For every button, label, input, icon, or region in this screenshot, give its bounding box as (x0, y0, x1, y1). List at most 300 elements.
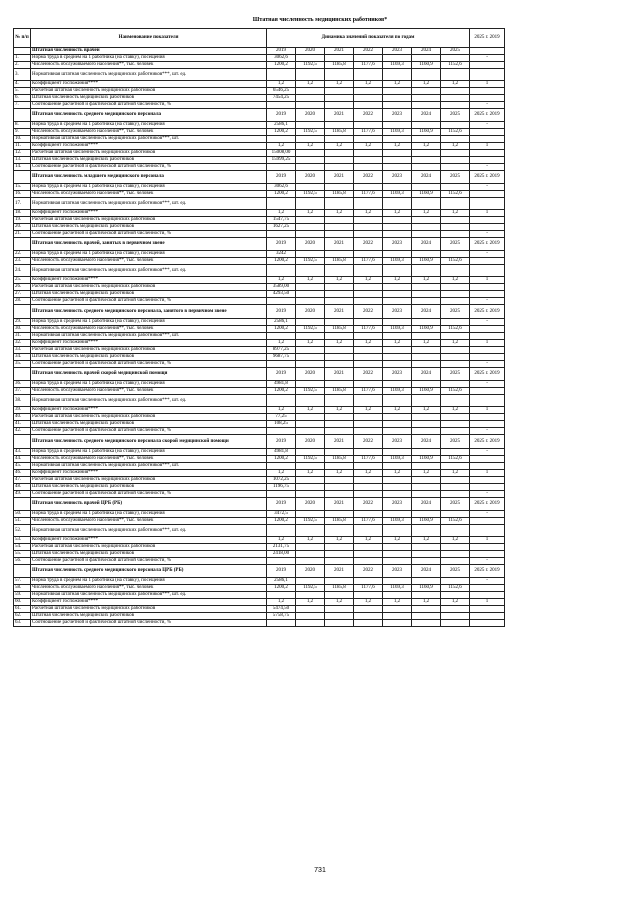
row-value (325, 620, 354, 627)
row-value (296, 361, 325, 368)
row-value (383, 224, 412, 231)
row-value (325, 333, 354, 340)
row-last (470, 217, 505, 224)
row-value: 1152,6 (441, 456, 470, 463)
row-value (296, 578, 325, 585)
row-last (470, 95, 505, 102)
table-row (14, 484, 505, 491)
row-value: 1,2 (354, 407, 383, 414)
row-last (470, 291, 505, 298)
row-value (441, 421, 470, 428)
row-value (412, 224, 441, 231)
row-name: Нормативная штатная численность медицинских работников***, шт. ед. (31, 198, 267, 210)
row-value (296, 525, 325, 537)
row-name: Численность обслуживаемого населения**, тыс. человек (31, 456, 267, 463)
row-value (296, 217, 325, 224)
row-last: - (470, 381, 505, 388)
row-value (383, 284, 412, 291)
row-value (354, 150, 383, 157)
row-value (296, 157, 325, 164)
row-value: 1,2 (412, 470, 441, 477)
row-value (354, 449, 383, 456)
row-value (354, 136, 383, 143)
row-value (296, 319, 325, 326)
row-name: Норма труда в среднем на 1 работника (на ставку), посещения (31, 578, 267, 585)
row-last: - (470, 491, 505, 498)
row-value (441, 184, 470, 191)
row-value (412, 428, 441, 435)
section-year: 2023 (383, 498, 412, 511)
row-num: 49. (14, 491, 31, 498)
row-num: 16. (14, 191, 31, 198)
row-value (354, 428, 383, 435)
section-year: 2023 (383, 171, 412, 184)
row-value: 1185,8 (325, 191, 354, 198)
row-value: 7454,25 (267, 95, 296, 102)
table-row (14, 184, 505, 191)
row-last (470, 265, 505, 277)
row-last (470, 347, 505, 354)
table-row (14, 511, 505, 518)
section-year: 2019 (267, 435, 296, 449)
row-last: 1 (470, 470, 505, 477)
row-value (383, 463, 412, 470)
row-value (412, 55, 441, 62)
row-last: 1 (470, 277, 505, 284)
row-num: 63. (14, 620, 31, 627)
row-value (383, 558, 412, 565)
row-value: 1,2 (325, 210, 354, 217)
row-value (412, 88, 441, 95)
row-value (267, 198, 296, 210)
table-row (14, 191, 505, 198)
row-num: 23. (14, 258, 31, 265)
table-row (14, 388, 505, 395)
row-value (325, 477, 354, 484)
row-value: 1160,9 (412, 456, 441, 463)
row-value (441, 55, 470, 62)
row-value (383, 150, 412, 157)
row-value (325, 102, 354, 109)
row-value (267, 69, 296, 81)
row-value (383, 395, 412, 407)
row-value (325, 551, 354, 558)
section-header-row (14, 238, 505, 251)
table-row (14, 136, 505, 143)
row-name: Штатная численность медицинских работников (31, 95, 267, 102)
row-value (383, 381, 412, 388)
row-num: 1. (14, 55, 31, 62)
row-value: 1,2 (267, 277, 296, 284)
row-last (470, 150, 505, 157)
row-value (383, 55, 412, 62)
row-name: Штатная численность медицинских работников (31, 551, 267, 558)
row-value (383, 613, 412, 620)
section-year: 2024 (412, 171, 441, 184)
section-num-cell (14, 305, 31, 319)
row-value (383, 88, 412, 95)
row-num: 6. (14, 95, 31, 102)
row-value: 1169,3 (383, 518, 412, 525)
row-value (412, 449, 441, 456)
section-year: 2020 (296, 305, 325, 319)
row-name: Коэффициент госпожиния**** (31, 81, 267, 88)
section-header-row (14, 435, 505, 449)
row-value (412, 95, 441, 102)
table-row (14, 491, 505, 498)
row-last (470, 395, 505, 407)
row-num: 10. (14, 136, 31, 143)
row-value (325, 606, 354, 613)
section-last: 2025 г. 2019 (470, 498, 505, 511)
row-value: 1169,3 (383, 191, 412, 198)
row-value (296, 381, 325, 388)
row-last (470, 326, 505, 333)
row-num: 52. (14, 525, 31, 537)
row-value: 1,2 (383, 340, 412, 347)
row-value: 1185,8 (325, 518, 354, 525)
table-row (14, 198, 505, 210)
row-value (325, 381, 354, 388)
row-name: Нормативная штатная численность медицинских работников***, шт. ед. (31, 592, 267, 599)
table-row (14, 592, 505, 599)
row-num: 53. (14, 537, 31, 544)
row-num: 9. (14, 129, 31, 136)
row-value: 1,2 (383, 599, 412, 606)
row-name: Соотношение расчетной и фактической штатной численности, % (31, 298, 267, 305)
table-row (14, 69, 505, 81)
section-year: 2022 (354, 435, 383, 449)
row-value (267, 361, 296, 368)
section-last: 2025 г. 2019 (470, 565, 505, 578)
table-row (14, 55, 505, 62)
row-value (267, 463, 296, 470)
section-year: 2025 (441, 435, 470, 449)
row-num: 14. (14, 164, 31, 171)
row-value (325, 157, 354, 164)
row-value (296, 347, 325, 354)
section-last: 2025 г. 2019 (470, 171, 505, 184)
row-value (441, 319, 470, 326)
row-value: 4981,8 (267, 381, 296, 388)
row-value (383, 231, 412, 238)
row-last: - (470, 298, 505, 305)
row-value (354, 102, 383, 109)
row-name: Расчетная штатная численность медицинских работников (31, 606, 267, 613)
row-value: 1200,2 (267, 456, 296, 463)
row-value (354, 95, 383, 102)
row-value: 15008,00 (267, 150, 296, 157)
row-value: 1152,6 (441, 129, 470, 136)
table-row (14, 518, 505, 525)
row-value (325, 613, 354, 620)
section-num-cell (14, 498, 31, 511)
row-value: 1,2 (441, 599, 470, 606)
row-value (412, 231, 441, 238)
section-year: 2019 (267, 238, 296, 251)
row-value (267, 231, 296, 238)
section-year: 2024 (412, 305, 441, 319)
row-value (383, 198, 412, 210)
row-name: Расчетная штатная численность медицинских работников (31, 284, 267, 291)
row-last (470, 463, 505, 470)
row-value: 1152,6 (441, 258, 470, 265)
row-value (383, 184, 412, 191)
row-num: 44. (14, 456, 31, 463)
row-value (325, 55, 354, 62)
section-title: Штатная численность врачей, занятых в первичном звене (31, 238, 267, 251)
row-value (296, 558, 325, 565)
row-name: Штатная численность медицинских работников (31, 421, 267, 428)
section-header-row (14, 171, 505, 184)
row-value (412, 491, 441, 498)
row-value (325, 347, 354, 354)
row-value (354, 484, 383, 491)
row-value (412, 69, 441, 81)
row-value (267, 136, 296, 143)
row-value: 2586,1 (267, 319, 296, 326)
row-value: 1200,2 (267, 585, 296, 592)
row-value (267, 558, 296, 565)
row-value (441, 484, 470, 491)
row-value: 1,2 (441, 277, 470, 284)
row-value: 1,2 (441, 210, 470, 217)
row-num: 19. (14, 217, 31, 224)
row-value (441, 428, 470, 435)
row-name: Расчетная штатная численность медицинских работников (31, 88, 267, 95)
row-value (354, 491, 383, 498)
row-value (354, 55, 383, 62)
row-value (267, 428, 296, 435)
row-value (354, 620, 383, 627)
row-value: 1,2 (354, 470, 383, 477)
row-num: 27. (14, 291, 31, 298)
row-num: 56. (14, 558, 31, 565)
header-last: 2025 г. 2019 (470, 29, 505, 48)
row-value (441, 333, 470, 340)
row-value: 1547,75 (267, 217, 296, 224)
row-value: 1,2 (325, 340, 354, 347)
table-row (14, 613, 505, 620)
row-value: 1177,6 (354, 518, 383, 525)
table-row (14, 102, 505, 109)
table-row (14, 277, 505, 284)
table-row (14, 62, 505, 69)
row-value (441, 157, 470, 164)
row-value (354, 414, 383, 421)
row-name: Норма труда в среднем на 1 работника (на ставку), посещения (31, 381, 267, 388)
row-value: 1192,5 (296, 388, 325, 395)
row-value (296, 491, 325, 498)
row-value: 1,2 (412, 407, 441, 414)
row-last: - (470, 511, 505, 518)
row-value (383, 477, 412, 484)
row-name: Численность обслуживаемого населения**, тыс. человек (31, 191, 267, 198)
table-row (14, 381, 505, 388)
row-value (325, 544, 354, 551)
row-value (412, 150, 441, 157)
table-header-row (14, 29, 505, 48)
row-value (267, 592, 296, 599)
row-value: 1,2 (354, 340, 383, 347)
row-value (383, 592, 412, 599)
row-value: 1160,9 (412, 388, 441, 395)
row-value (296, 395, 325, 407)
row-value (412, 620, 441, 627)
section-header-row (14, 498, 505, 511)
row-value (325, 491, 354, 498)
row-value (383, 319, 412, 326)
row-value (296, 265, 325, 277)
row-value: 1,2 (296, 277, 325, 284)
row-value (325, 592, 354, 599)
row-value (412, 157, 441, 164)
row-value (354, 198, 383, 210)
row-value (354, 122, 383, 129)
row-num: 38. (14, 395, 31, 407)
row-value (383, 102, 412, 109)
row-value: 1,2 (383, 277, 412, 284)
row-value (354, 69, 383, 81)
row-value: 1,2 (412, 340, 441, 347)
table-row (14, 258, 505, 265)
row-value (441, 224, 470, 231)
row-last (470, 592, 505, 599)
row-value: 1196,75 (267, 484, 296, 491)
row-value (441, 198, 470, 210)
row-value: 1,2 (325, 537, 354, 544)
row-value (296, 291, 325, 298)
row-value (383, 122, 412, 129)
row-last: - (470, 251, 505, 258)
row-value (383, 164, 412, 171)
table-row (14, 347, 505, 354)
section-header-row (14, 368, 505, 381)
row-num: 48. (14, 484, 31, 491)
row-value (441, 558, 470, 565)
row-value: 1185,8 (325, 456, 354, 463)
section-last: 2025 г. 2019 (470, 238, 505, 251)
table-row (14, 463, 505, 470)
section-title: Штатная численность среднего медицинского персонала ЦРБ (РБ) (31, 565, 267, 578)
table-row (14, 150, 505, 157)
row-name: Соотношение расчетной и фактической штатной численности, % (31, 361, 267, 368)
row-num: 40. (14, 414, 31, 421)
row-num: 34. (14, 354, 31, 361)
row-value: 4293,50 (267, 291, 296, 298)
row-value: 1152,6 (441, 191, 470, 198)
row-num: 28. (14, 298, 31, 305)
row-value (325, 484, 354, 491)
row-value (412, 184, 441, 191)
section-year: 2022 (354, 48, 383, 55)
row-value (383, 347, 412, 354)
table-row (14, 407, 505, 414)
row-value (412, 463, 441, 470)
row-value: 1072,25 (267, 477, 296, 484)
row-value (296, 69, 325, 81)
row-value (354, 525, 383, 537)
row-value (325, 88, 354, 95)
row-value (441, 606, 470, 613)
table-row (14, 326, 505, 333)
row-value (441, 251, 470, 258)
row-value (354, 319, 383, 326)
row-value: 1,2 (354, 210, 383, 217)
row-name: Норма труда в среднем на 1 работника (на ставку), посещения (31, 251, 267, 258)
row-value (412, 544, 441, 551)
row-num: 24. (14, 265, 31, 277)
row-value: 1,2 (354, 143, 383, 150)
section-year: 2021 (325, 238, 354, 251)
table-row (14, 333, 505, 340)
row-last (470, 585, 505, 592)
row-value: 1152,6 (441, 518, 470, 525)
row-value (325, 578, 354, 585)
section-year: 2025 (441, 305, 470, 319)
row-value (412, 136, 441, 143)
row-value: 1192,5 (296, 456, 325, 463)
row-value (383, 428, 412, 435)
row-value (412, 484, 441, 491)
row-name: Штатная численность медицинских работников (31, 224, 267, 231)
row-value (412, 354, 441, 361)
row-value (354, 164, 383, 171)
row-value: 1,2 (441, 81, 470, 88)
row-value: 1200,2 (267, 518, 296, 525)
row-value: 1192,5 (296, 129, 325, 136)
row-value: 1192,5 (296, 62, 325, 69)
row-name: Численность обслуживаемого населения**, тыс. человек (31, 585, 267, 592)
table-row (14, 606, 505, 613)
row-value (383, 511, 412, 518)
row-value: 1,2 (383, 210, 412, 217)
row-value (383, 95, 412, 102)
section-year: 2023 (383, 435, 412, 449)
row-value (441, 69, 470, 81)
row-value: 1,2 (296, 143, 325, 150)
row-name: Соотношение расчетной и фактической штатной численности, % (31, 102, 267, 109)
row-value: 1169,3 (383, 326, 412, 333)
row-value: 1627,25 (267, 224, 296, 231)
row-name: Нормативная штатная численность медицинских работников***, шт. (31, 333, 267, 340)
row-value: 1185,8 (325, 258, 354, 265)
table-row (14, 428, 505, 435)
section-year: 2021 (325, 368, 354, 381)
row-value: 1,2 (354, 599, 383, 606)
row-value (325, 265, 354, 277)
row-value (441, 551, 470, 558)
table-row (14, 395, 505, 407)
section-header-row (14, 565, 505, 578)
row-value (383, 291, 412, 298)
page-number: 731 (314, 867, 326, 874)
row-last (470, 333, 505, 340)
row-value: 1200,2 (267, 326, 296, 333)
row-value (441, 463, 470, 470)
row-value (412, 414, 441, 421)
section-num-cell (14, 48, 31, 55)
row-value (383, 361, 412, 368)
row-value (354, 395, 383, 407)
row-last: 1 (470, 81, 505, 88)
row-value: 3062,6 (267, 184, 296, 191)
row-value (412, 102, 441, 109)
row-last: - (470, 361, 505, 368)
row-value: 1185,8 (325, 388, 354, 395)
section-year: 2022 (354, 109, 383, 122)
row-value: 1,2 (267, 210, 296, 217)
